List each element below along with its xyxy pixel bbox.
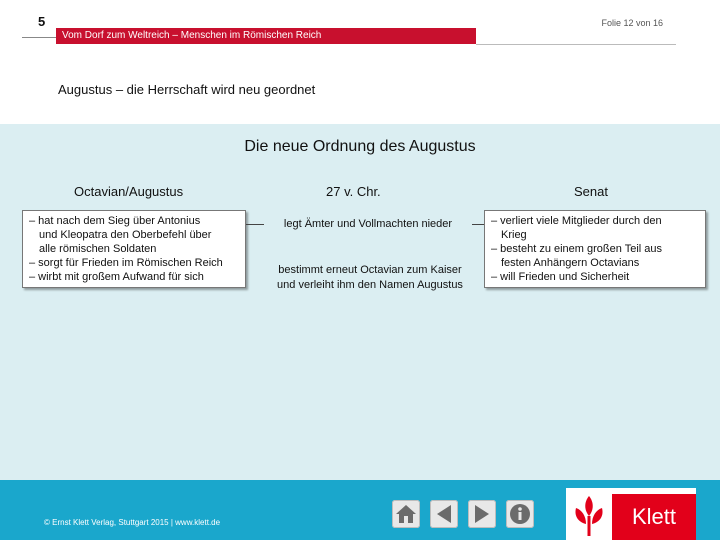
column-head-date: 27 v. Chr.	[326, 184, 381, 199]
slide-subtitle: Augustus – die Herrschaft wird neu geordnet	[58, 82, 316, 97]
info-icon	[509, 503, 531, 525]
info-button[interactable]	[506, 500, 534, 528]
chapter-title-bar: Vom Dorf zum Weltreich – Menschen im Römischen Reich	[56, 28, 476, 44]
octavian-line: – hat nach dem Sieg über Antonius	[29, 215, 201, 227]
content-area	[0, 124, 720, 480]
senate-decision-line: bestimmt erneut Octavian zum Kaiser	[278, 264, 462, 276]
column-head-octavian: Octavian/Augustus	[74, 184, 184, 199]
octavian-box	[22, 210, 246, 288]
header-divider-right	[476, 44, 676, 45]
senate-action-text: legt Ämter und Vollmachten nieder	[283, 218, 453, 230]
octavian-line: – wirbt mit großem Aufwand für sich	[29, 271, 204, 283]
home-button[interactable]	[392, 500, 420, 528]
next-icon	[473, 504, 491, 524]
octavian-line: – sorgt für Frieden im Römischen Reich	[29, 257, 223, 269]
senat-line: Krieg	[501, 229, 527, 241]
senate-decision-line: und verleiht ihm den Namen Augustus	[277, 279, 463, 291]
octavian-line: und Kleopatra den Oberbefehl über	[39, 229, 212, 241]
octavian-line: alle römischen Soldaten	[39, 243, 157, 255]
klett-emblem-icon	[566, 488, 612, 540]
previous-button[interactable]	[430, 500, 458, 528]
senat-line: – verliert viele Mitglieder durch den	[491, 215, 662, 227]
copyright-text: © Ernst Klett Verlag, Stuttgart 2015 | www.klett.de	[44, 518, 221, 527]
header-divider	[22, 37, 56, 38]
senat-line: – besteht zu einem großen Teil aus	[491, 243, 663, 255]
klett-wordmark: Klett	[612, 494, 696, 540]
connector-line	[472, 224, 484, 225]
chapter-number: 5	[38, 14, 46, 29]
senat-line: festen Anhängern Octavians	[501, 257, 640, 269]
home-icon	[395, 504, 417, 524]
next-button[interactable]	[468, 500, 496, 528]
slide-counter: Folie 12 von 16	[601, 18, 663, 28]
connector-line	[246, 224, 264, 225]
previous-icon	[435, 504, 453, 524]
senate-decision-text	[262, 263, 478, 293]
slide-title: Die neue Ordnung des Augustus	[244, 138, 476, 155]
column-head-senat: Senat	[574, 184, 608, 199]
senat-box	[484, 210, 706, 288]
senat-line: – will Frieden und Sicherheit	[491, 271, 630, 283]
